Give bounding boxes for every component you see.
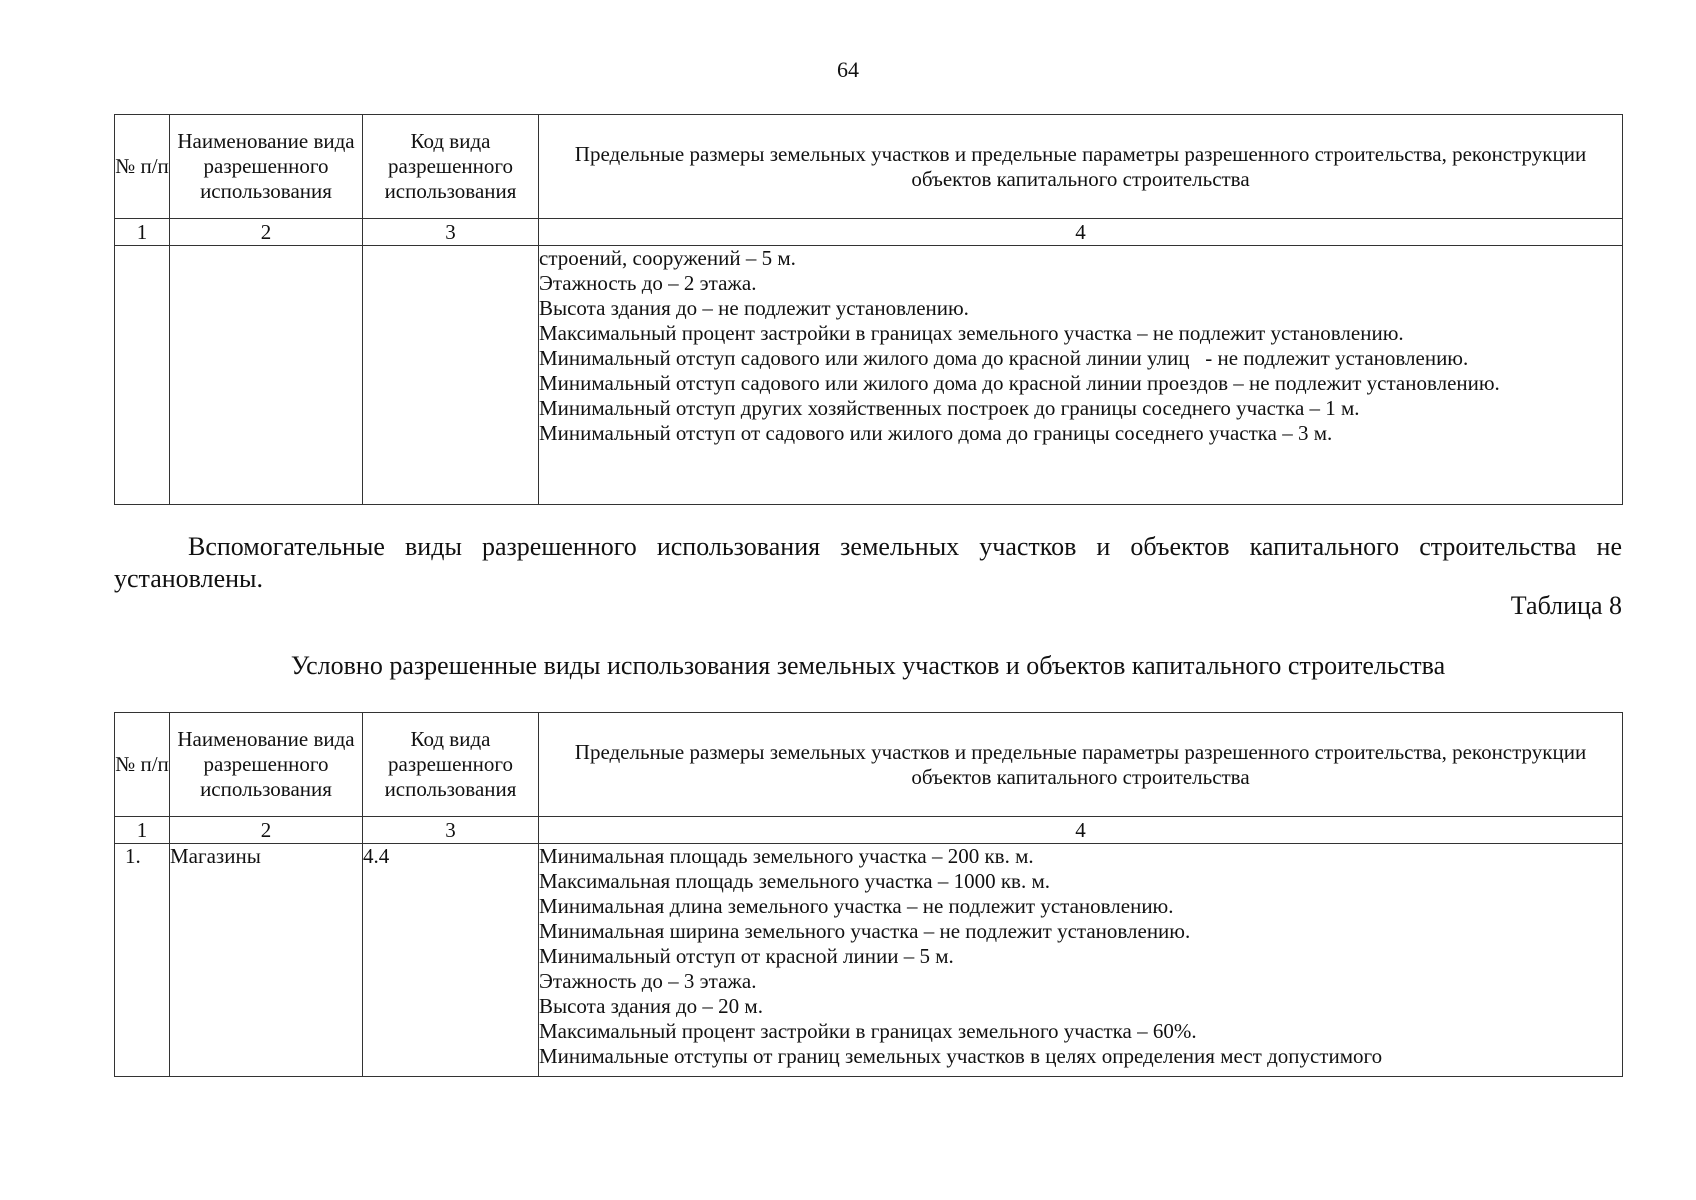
row-use-name: Магазины	[170, 844, 363, 1077]
parameter-line: Максимальный процент застройки в границах земельного участка – не подлежит установлению.	[539, 321, 1404, 345]
row-parameters	[539, 246, 1623, 505]
regulations-table-continued	[114, 114, 1623, 505]
table-title: Условно разрешенные виды использования земельных участков и объектов капитального строительства	[290, 651, 1446, 680]
parameter-line: Этажность до – 3 этажа.	[539, 969, 757, 993]
parameter-line: строений, сооружений – 5 м.	[539, 246, 796, 270]
parameter-line: Минимальная длина земельного участка – не подлежит установлению.	[539, 894, 1174, 918]
parameter-line: Минимальный отступ других хозяйственных построек до границы соседнего участка – 1 м.	[539, 396, 1360, 420]
row-use-code	[363, 246, 539, 505]
parameter-line: Минимальная ширина земельного участка – не подлежит установлению.	[539, 919, 1191, 943]
header-use-code: Код вида разрешенного использования	[363, 115, 539, 219]
column-number: 1	[115, 817, 170, 844]
table-label: Таблица 8	[1510, 591, 1622, 620]
parameter-line: Минимальный отступ садового или жилого дома до красной линии проездов – не подлежит установлению.	[539, 371, 1500, 395]
column-number: 4	[539, 817, 1623, 844]
parameter-line: Минимальный отступ от садового или жилого дома до границы соседнего участка – 3 м.	[539, 421, 1333, 445]
parameter-line: Минимальные отступы от границ земельных участков в целях определения мест допустимого	[539, 1044, 1383, 1068]
column-number: 2	[170, 219, 363, 246]
table-header-row	[115, 115, 1623, 219]
row-number: 1.	[115, 844, 170, 1077]
parameter-line: Минимальный отступ от красной линии – 5 м.	[539, 944, 954, 968]
header-use-name: Наименование вида разрешенного использования	[170, 713, 363, 817]
column-number: 3	[363, 817, 539, 844]
row-number	[115, 246, 170, 505]
header-use-name: Наименование вида разрешенного использования	[170, 115, 363, 219]
header-number: № п/п	[115, 713, 170, 817]
parameter-line: Высота здания до – 20 м.	[539, 994, 763, 1018]
page-number: 64	[837, 57, 859, 82]
header-number: № п/п	[115, 115, 170, 219]
column-number-row	[115, 817, 1623, 844]
column-number: 4	[539, 219, 1623, 246]
parameter-line: Минимальный отступ садового или жилого дома до красной линии улиц - не подлежит установлению.	[539, 346, 1469, 370]
table-row	[115, 844, 1623, 1077]
column-number: 3	[363, 219, 539, 246]
row-parameters	[539, 844, 1623, 1077]
row-use-name	[170, 246, 363, 505]
column-number-row	[115, 219, 1623, 246]
conditional-uses-table	[114, 712, 1623, 1077]
row-use-code: 4.4	[363, 844, 539, 1077]
auxiliary-uses-paragraph: Вспомогательные виды разрешенного использования земельных участков и объектов капитального строительства не установлены.	[114, 532, 1622, 593]
table-header-row	[115, 713, 1623, 817]
table-row	[115, 246, 1623, 505]
header-parameters: Предельные размеры земельных участков и предельные параметры разрешенного строительства, реконструкции объектов капитального строительства	[539, 713, 1623, 817]
parameter-line: Максимальная площадь земельного участка – 1000 кв. м.	[539, 869, 1050, 893]
parameter-line: Максимальный процент застройки в границах земельного участка – 60%.	[539, 1019, 1197, 1043]
column-number: 2	[170, 817, 363, 844]
parameter-line: Высота здания до – не подлежит установлению.	[539, 296, 969, 320]
header-parameters: Предельные размеры земельных участков и предельные параметры разрешенного строительства, реконструкции объектов капитального строительства	[539, 115, 1623, 219]
parameter-line: Минимальная площадь земельного участка – 200 кв. м.	[539, 844, 1034, 868]
header-use-code: Код вида разрешенного использования	[363, 713, 539, 817]
parameter-line: Этажность до – 2 этажа.	[539, 271, 757, 295]
column-number: 1	[115, 219, 170, 246]
